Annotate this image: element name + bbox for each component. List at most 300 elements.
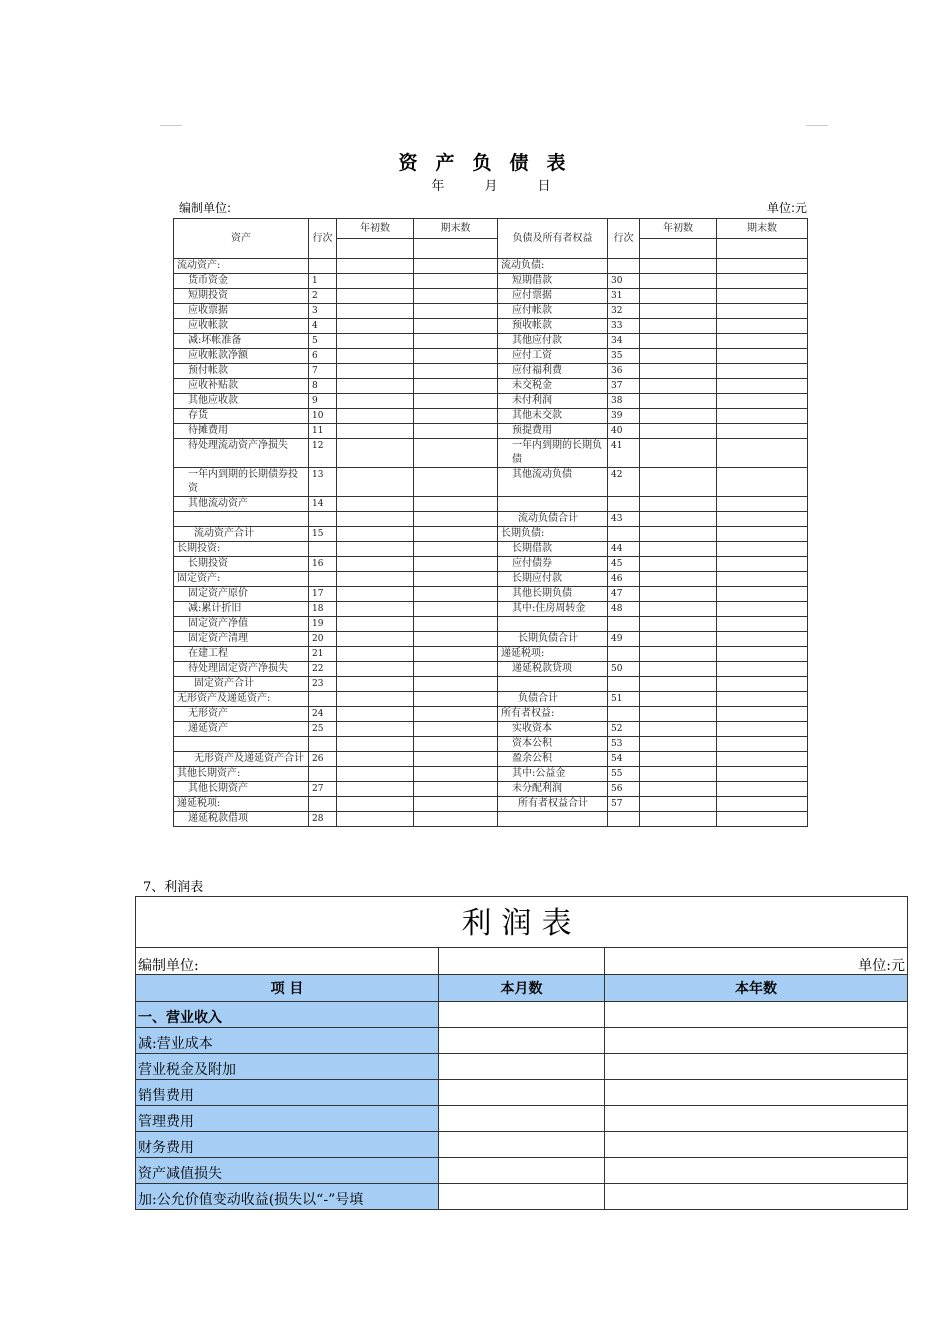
- liability-end-value: [717, 692, 808, 707]
- liability-end-value: [717, 394, 808, 409]
- asset-end-value: [414, 364, 498, 379]
- liability-begin-value: [640, 587, 717, 602]
- asset-end-value: [414, 752, 498, 767]
- asset-end-value: [414, 797, 498, 812]
- liability-end-value: [717, 304, 808, 319]
- income-row-label: 一、营业收入: [136, 1002, 439, 1028]
- asset-line-no: 25: [309, 722, 337, 737]
- is-header-item: 项 目: [136, 975, 439, 1002]
- liability-begin-value: [640, 797, 717, 812]
- liability-end-value: [717, 497, 808, 512]
- balance-row: [174, 572, 808, 587]
- liability-item: [498, 812, 608, 827]
- liability-item: 所有者权益合计: [498, 797, 608, 812]
- asset-item: 无形资产及递延资产合计: [174, 752, 309, 767]
- balance-row: [174, 334, 808, 349]
- date-day: 日: [537, 179, 551, 194]
- asset-begin-value: [337, 468, 414, 497]
- liability-line-no: 53: [608, 737, 640, 752]
- liability-end-value: [717, 752, 808, 767]
- balance-row: [174, 707, 808, 722]
- asset-begin-value: [337, 542, 414, 557]
- liability-end-value: [717, 349, 808, 364]
- income-year-value: [605, 1002, 908, 1028]
- liability-item: 其他应付款: [498, 334, 608, 349]
- liability-end-value: [717, 572, 808, 587]
- asset-item: 递延税项:: [174, 797, 309, 812]
- liability-end-value: [717, 424, 808, 439]
- asset-item: 其他长期资产: [174, 782, 309, 797]
- asset-begin-value: [337, 782, 414, 797]
- balance-row: [174, 364, 808, 379]
- asset-line-no: 9: [309, 394, 337, 409]
- asset-end-value: [414, 394, 498, 409]
- liability-begin-value: [640, 364, 717, 379]
- liability-begin-value: [640, 572, 717, 587]
- liability-end-value: [717, 468, 808, 497]
- asset-end-value: [414, 512, 498, 527]
- liability-end-value: [717, 274, 808, 289]
- asset-line-no: 4: [309, 319, 337, 334]
- liability-item: 负债合计: [498, 692, 608, 707]
- income-month-value: [439, 1106, 605, 1132]
- asset-item: 短期投资: [174, 289, 309, 304]
- asset-line-no: 24: [309, 707, 337, 722]
- liability-item: 资本公积: [498, 737, 608, 752]
- balance-row: [174, 512, 808, 527]
- liability-item: 盈余公积: [498, 752, 608, 767]
- balance-row: [174, 632, 808, 647]
- liability-end-value: [717, 632, 808, 647]
- liability-end-value: [717, 707, 808, 722]
- liability-end-value: [717, 542, 808, 557]
- liability-end-value: [717, 557, 808, 572]
- asset-end-value: [414, 572, 498, 587]
- asset-end-value: [414, 602, 498, 617]
- is-blank-cell: [439, 948, 605, 975]
- header-end-2: 期末数: [717, 219, 808, 239]
- asset-end-value: [414, 497, 498, 512]
- income-row-label: 营业税金及附加: [136, 1054, 439, 1080]
- liability-end-value: [717, 677, 808, 692]
- liability-line-no: 35: [608, 349, 640, 364]
- asset-item: 应收票据: [174, 304, 309, 319]
- asset-end-value: [414, 617, 498, 632]
- liability-line-no: 40: [608, 424, 640, 439]
- asset-line-no: [309, 512, 337, 527]
- asset-line-no: 17: [309, 587, 337, 602]
- income-row: [136, 1002, 908, 1028]
- asset-begin-value: [337, 394, 414, 409]
- liability-item: 实收资本: [498, 722, 608, 737]
- asset-end-value: [414, 812, 498, 827]
- liability-item: 未交税金: [498, 379, 608, 394]
- balance-row: [174, 439, 808, 468]
- asset-line-no: 10: [309, 409, 337, 424]
- asset-begin-value: [337, 617, 414, 632]
- asset-end-value: [414, 274, 498, 289]
- asset-item: 无形资产: [174, 707, 309, 722]
- asset-item: [174, 512, 309, 527]
- asset-item: 其他应收款: [174, 394, 309, 409]
- asset-item: 递延资产: [174, 722, 309, 737]
- balance-row: [174, 259, 808, 274]
- balance-sheet-table: [173, 218, 808, 827]
- balance-sheet: [173, 150, 809, 827]
- asset-item: 应收帐款: [174, 319, 309, 334]
- is-unit-label: 单位:元: [605, 948, 908, 975]
- asset-begin-value: [337, 304, 414, 319]
- income-row: [136, 1158, 908, 1184]
- liability-end-value: [717, 767, 808, 782]
- income-statement-title: 利润表: [136, 897, 908, 948]
- liability-begin-value: [640, 259, 717, 274]
- liability-begin-value: [640, 409, 717, 424]
- asset-begin-value: [337, 707, 414, 722]
- liability-begin-value: [640, 737, 717, 752]
- balance-row: [174, 274, 808, 289]
- asset-end-value: [414, 767, 498, 782]
- liability-end-value: [717, 259, 808, 274]
- asset-begin-value: [337, 424, 414, 439]
- liability-begin-value: [640, 319, 717, 334]
- liability-end-value: [717, 797, 808, 812]
- header-blank: [337, 239, 414, 259]
- asset-item: 固定资产合计: [174, 677, 309, 692]
- liability-item: 应付福利费: [498, 364, 608, 379]
- balance-sheet-date: [173, 176, 809, 198]
- liability-line-no: 44: [608, 542, 640, 557]
- balance-row: [174, 797, 808, 812]
- header-begin: 年初数: [337, 219, 414, 239]
- is-header-year: 本年数: [605, 975, 908, 1002]
- liability-line-no: 46: [608, 572, 640, 587]
- asset-line-no: 6: [309, 349, 337, 364]
- asset-line-no: [309, 797, 337, 812]
- asset-line-no: 11: [309, 424, 337, 439]
- liability-end-value: [717, 527, 808, 542]
- asset-end-value: [414, 662, 498, 677]
- liability-item: 其他长期负债: [498, 587, 608, 602]
- liability-item: [498, 677, 608, 692]
- asset-end-value: [414, 632, 498, 647]
- liability-item: 应付债券: [498, 557, 608, 572]
- asset-end-value: [414, 289, 498, 304]
- asset-end-value: [414, 468, 498, 497]
- asset-line-no: 2: [309, 289, 337, 304]
- balance-row: [174, 647, 808, 662]
- liability-begin-value: [640, 394, 717, 409]
- asset-line-no: 19: [309, 617, 337, 632]
- liability-begin-value: [640, 379, 717, 394]
- liability-end-value: [717, 647, 808, 662]
- liability-begin-value: [640, 632, 717, 647]
- income-row-label: 减:营业成本: [136, 1028, 439, 1054]
- asset-item: 长期投资:: [174, 542, 309, 557]
- liability-line-no: [608, 677, 640, 692]
- asset-end-value: [414, 439, 498, 468]
- liability-begin-value: [640, 602, 717, 617]
- income-month-value: [439, 1080, 605, 1106]
- liability-item: 未付利润: [498, 394, 608, 409]
- liability-line-no: 33: [608, 319, 640, 334]
- liability-line-no: 56: [608, 782, 640, 797]
- balance-row: [174, 602, 808, 617]
- income-year-value: [605, 1132, 908, 1158]
- balance-row: [174, 617, 808, 632]
- asset-end-value: [414, 304, 498, 319]
- asset-item: 存货: [174, 409, 309, 424]
- liability-begin-value: [640, 782, 717, 797]
- liability-begin-value: [640, 468, 717, 497]
- balance-row: [174, 662, 808, 677]
- asset-line-no: 1: [309, 274, 337, 289]
- header-line-no: 行次: [309, 219, 337, 259]
- balance-row: [174, 468, 808, 497]
- income-year-value: [605, 1184, 908, 1210]
- header-end: 期末数: [414, 219, 498, 239]
- liability-begin-value: [640, 439, 717, 468]
- income-year-value: [605, 1028, 908, 1054]
- asset-item: 应收帐款净额: [174, 349, 309, 364]
- header-blank: [640, 239, 717, 259]
- liability-line-no: 39: [608, 409, 640, 424]
- liability-begin-value: [640, 304, 717, 319]
- asset-begin-value: [337, 512, 414, 527]
- asset-item: 长期投资: [174, 557, 309, 572]
- asset-begin-value: [337, 737, 414, 752]
- asset-end-value: [414, 409, 498, 424]
- liability-begin-value: [640, 557, 717, 572]
- asset-line-no: 23: [309, 677, 337, 692]
- liability-line-no: 57: [608, 797, 640, 812]
- liability-begin-value: [640, 767, 717, 782]
- liability-item: 短期借款: [498, 274, 608, 289]
- balance-row: [174, 767, 808, 782]
- decorative-line-right: [806, 125, 828, 126]
- asset-line-no: [309, 767, 337, 782]
- liability-line-no: 30: [608, 274, 640, 289]
- asset-begin-value: [337, 409, 414, 424]
- date-month: 月: [484, 179, 498, 194]
- asset-begin-value: [337, 557, 414, 572]
- balance-sheet-title: 资产负债表: [398, 152, 584, 174]
- asset-end-value: [414, 349, 498, 364]
- asset-line-no: [309, 692, 337, 707]
- asset-begin-value: [337, 364, 414, 379]
- liability-item: 预收帐款: [498, 319, 608, 334]
- liability-line-no: [608, 259, 640, 274]
- unit-label: 单位:元: [766, 201, 807, 215]
- asset-begin-value: [337, 632, 414, 647]
- liability-line-no: 54: [608, 752, 640, 767]
- asset-item: 货币资金: [174, 274, 309, 289]
- liability-end-value: [717, 602, 808, 617]
- balance-row: [174, 424, 808, 439]
- liability-begin-value: [640, 527, 717, 542]
- liability-line-no: 36: [608, 364, 640, 379]
- balance-row: [174, 557, 808, 572]
- asset-item: 流动资产:: [174, 259, 309, 274]
- asset-item: 待摊费用: [174, 424, 309, 439]
- income-year-value: [605, 1158, 908, 1184]
- liability-end-value: [717, 379, 808, 394]
- asset-end-value: [414, 379, 498, 394]
- decorative-line-left: [160, 125, 182, 126]
- liability-item: 其中:住房周转金: [498, 602, 608, 617]
- liability-item: 一年内到期的长期负债: [498, 439, 608, 468]
- income-year-value: [605, 1080, 908, 1106]
- asset-begin-value: [337, 319, 414, 334]
- asset-end-value: [414, 557, 498, 572]
- balance-row: [174, 677, 808, 692]
- balance-row: [174, 304, 808, 319]
- liability-line-no: 37: [608, 379, 640, 394]
- income-year-value: [605, 1106, 908, 1132]
- asset-end-value: [414, 527, 498, 542]
- asset-end-value: [414, 737, 498, 752]
- header-begin-2: 年初数: [640, 219, 717, 239]
- liability-end-value: [717, 289, 808, 304]
- liability-begin-value: [640, 497, 717, 512]
- income-row: [136, 1080, 908, 1106]
- asset-line-no: [309, 259, 337, 274]
- asset-begin-value: [337, 647, 414, 662]
- balance-row: [174, 319, 808, 334]
- liability-begin-value: [640, 647, 717, 662]
- asset-line-no: 21: [309, 647, 337, 662]
- income-statement-table: [135, 896, 908, 1210]
- liability-item: 预提费用: [498, 424, 608, 439]
- asset-line-no: 28: [309, 812, 337, 827]
- liability-line-no: 50: [608, 662, 640, 677]
- asset-item: 固定资产:: [174, 572, 309, 587]
- asset-line-no: 27: [309, 782, 337, 797]
- asset-end-value: [414, 677, 498, 692]
- liability-item: 应付票据: [498, 289, 608, 304]
- liability-begin-value: [640, 752, 717, 767]
- liability-line-no: 34: [608, 334, 640, 349]
- balance-row: [174, 542, 808, 557]
- asset-line-no: 18: [309, 602, 337, 617]
- liability-end-value: [717, 662, 808, 677]
- is-compiler-label: 编制单位:: [136, 948, 439, 975]
- liability-item: 长期借款: [498, 542, 608, 557]
- income-row: [136, 1184, 908, 1210]
- liability-line-no: 51: [608, 692, 640, 707]
- liability-end-value: [717, 617, 808, 632]
- asset-end-value: [414, 542, 498, 557]
- balance-row: [174, 527, 808, 542]
- asset-line-no: 14: [309, 497, 337, 512]
- liability-begin-value: [640, 274, 717, 289]
- income-month-value: [439, 1054, 605, 1080]
- asset-item: 流动资产合计: [174, 527, 309, 542]
- balance-row: [174, 782, 808, 797]
- liability-line-no: 41: [608, 439, 640, 468]
- liability-end-value: [717, 512, 808, 527]
- income-month-value: [439, 1184, 605, 1210]
- balance-row: [174, 752, 808, 767]
- asset-end-value: [414, 647, 498, 662]
- liability-line-no: 43: [608, 512, 640, 527]
- income-month-value: [439, 1028, 605, 1054]
- income-year-value: [605, 1054, 908, 1080]
- asset-begin-value: [337, 274, 414, 289]
- header-asset: 资产: [174, 219, 309, 259]
- liability-line-no: [608, 527, 640, 542]
- liability-end-value: [717, 737, 808, 752]
- asset-end-value: [414, 424, 498, 439]
- liability-item: [498, 497, 608, 512]
- header-liability: 负债及所有者权益: [498, 219, 608, 259]
- liability-line-no: [608, 647, 640, 662]
- asset-begin-value: [337, 722, 414, 737]
- liability-item: 递延税项:: [498, 647, 608, 662]
- asset-line-no: 15: [309, 527, 337, 542]
- liability-begin-value: [640, 512, 717, 527]
- asset-end-value: [414, 319, 498, 334]
- asset-begin-value: [337, 767, 414, 782]
- balance-row: [174, 587, 808, 602]
- asset-begin-value: [337, 439, 414, 468]
- asset-line-no: [309, 737, 337, 752]
- income-row: [136, 1028, 908, 1054]
- balance-row: [174, 394, 808, 409]
- liability-item: 流动负债:: [498, 259, 608, 274]
- liability-line-no: 48: [608, 602, 640, 617]
- liability-end-value: [717, 334, 808, 349]
- date-year: 年: [431, 179, 445, 194]
- liability-begin-value: [640, 334, 717, 349]
- balance-row: [174, 737, 808, 752]
- income-month-value: [439, 1002, 605, 1028]
- asset-end-value: [414, 722, 498, 737]
- income-month-value: [439, 1158, 605, 1184]
- compiler-label: 编制单位:: [179, 201, 232, 215]
- asset-begin-value: [337, 587, 414, 602]
- asset-item: 预付帐款: [174, 364, 309, 379]
- liability-begin-value: [640, 349, 717, 364]
- asset-begin-value: [337, 812, 414, 827]
- asset-begin-value: [337, 527, 414, 542]
- liability-end-value: [717, 319, 808, 334]
- liability-begin-value: [640, 812, 717, 827]
- balance-row: [174, 497, 808, 512]
- liability-item: 长期负债合计: [498, 632, 608, 647]
- liability-line-no: 47: [608, 587, 640, 602]
- income-row: [136, 1132, 908, 1158]
- asset-item: 无形资产及递延资产:: [174, 692, 309, 707]
- liability-line-no: [608, 812, 640, 827]
- asset-begin-value: [337, 259, 414, 274]
- liability-line-no: 31: [608, 289, 640, 304]
- balance-row: [174, 409, 808, 424]
- asset-end-value: [414, 259, 498, 274]
- liability-end-value: [717, 409, 808, 424]
- liability-item: 长期应付款: [498, 572, 608, 587]
- liability-item: 其他未交款: [498, 409, 608, 424]
- liability-line-no: [608, 707, 640, 722]
- asset-end-value: [414, 692, 498, 707]
- asset-item: 固定资产原价: [174, 587, 309, 602]
- asset-item: 其他长期资产:: [174, 767, 309, 782]
- liability-line-no: 55: [608, 767, 640, 782]
- asset-end-value: [414, 334, 498, 349]
- asset-line-no: 20: [309, 632, 337, 647]
- asset-line-no: 13: [309, 468, 337, 497]
- liability-line-no: [608, 617, 640, 632]
